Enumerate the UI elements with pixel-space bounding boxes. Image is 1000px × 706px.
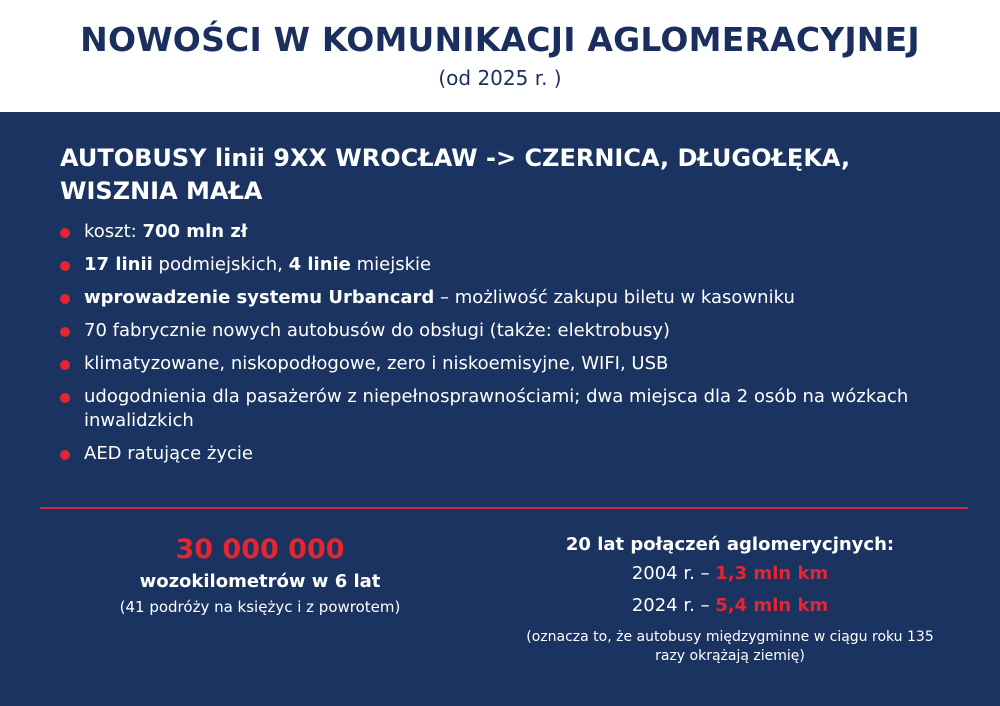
bullet-dot-icon	[60, 393, 70, 403]
list-item-cost	[60, 220, 940, 244]
bullet-dot-icon	[60, 294, 70, 304]
aed-text: AED ratujące życie	[84, 443, 253, 464]
bullet-dot-icon	[60, 228, 70, 238]
list-item-lines	[60, 253, 940, 277]
feature-list	[60, 220, 940, 475]
list-item-accessibility	[60, 385, 940, 433]
bullet-dot-icon	[60, 450, 70, 460]
stat-label: wozokilometrów w 6 lat	[139, 571, 381, 592]
list-item-features	[60, 352, 940, 376]
bullet-dot-icon	[60, 261, 70, 271]
list-item-aed	[60, 442, 940, 466]
stat-vehicle-km	[60, 532, 460, 618]
bullet-dot-icon	[60, 327, 70, 337]
history-title: 20 lat połączeń aglomerycjnych:	[565, 534, 895, 555]
header	[0, 0, 1000, 112]
urbancard-rest: – możliwość zakupu biletu w kasowniku	[434, 287, 795, 308]
accessibility-text: udogodnienia dla pasażerów z niepełnosprawnościami; dwa miejsca dla 2 osób na wózkach inwalidzkich	[84, 386, 909, 431]
lines-count-city: 4 linie	[288, 254, 351, 275]
stat-note: (41 podróży na księżyc i z powrotem)	[119, 598, 401, 616]
page-title: NOWOŚCI W KOMUNIKACJI AGLOMERACYJNEJ	[80, 20, 920, 59]
lines-text-suburban: podmiejskich,	[152, 254, 289, 275]
cost-label: koszt:	[84, 221, 143, 242]
history-year-2024: 2024 r. –	[631, 595, 716, 616]
section-title: AUTOBUSY linii 9XX WROCŁAW -> CZERNICA, DŁUGOŁĘKA, WISZNIA MAŁA	[60, 144, 851, 205]
history-value-2004: 1,3 mln km	[715, 563, 829, 584]
lines-text-city: miejskie	[350, 254, 432, 275]
urbancard-bold: wprowadzenie systemu Urbancard	[84, 287, 435, 308]
list-item-buses	[60, 319, 940, 343]
history-year-2004: 2004 r. –	[631, 563, 716, 584]
buses-text: 70 fabrycznie nowych autobusów do obsługi (także: elektrobusy)	[84, 320, 671, 341]
list-item-urbancard	[60, 286, 940, 310]
history-row-2024	[520, 590, 940, 622]
history-value-2024: 5,4 mln km	[715, 595, 829, 616]
divider	[40, 507, 968, 509]
cost-value: 700 mln zł	[142, 221, 248, 242]
stat-number: 30 000 000	[175, 534, 345, 565]
bullet-dot-icon	[60, 360, 70, 370]
features-text: klimatyzowane, niskopodłogowe, zero i niskoemisyjne, WIFI, USB	[84, 353, 669, 374]
stat-history	[520, 532, 940, 666]
lines-count-suburban: 17 linii	[84, 254, 153, 275]
history-row-2004	[520, 558, 940, 590]
history-note: (oznacza to, że autobusy międzygminne w ciągu roku 135 razy okrążają ziemię)	[526, 629, 934, 664]
page-subtitle: (od 2025 r. )	[438, 66, 562, 90]
content-panel	[0, 112, 1000, 706]
